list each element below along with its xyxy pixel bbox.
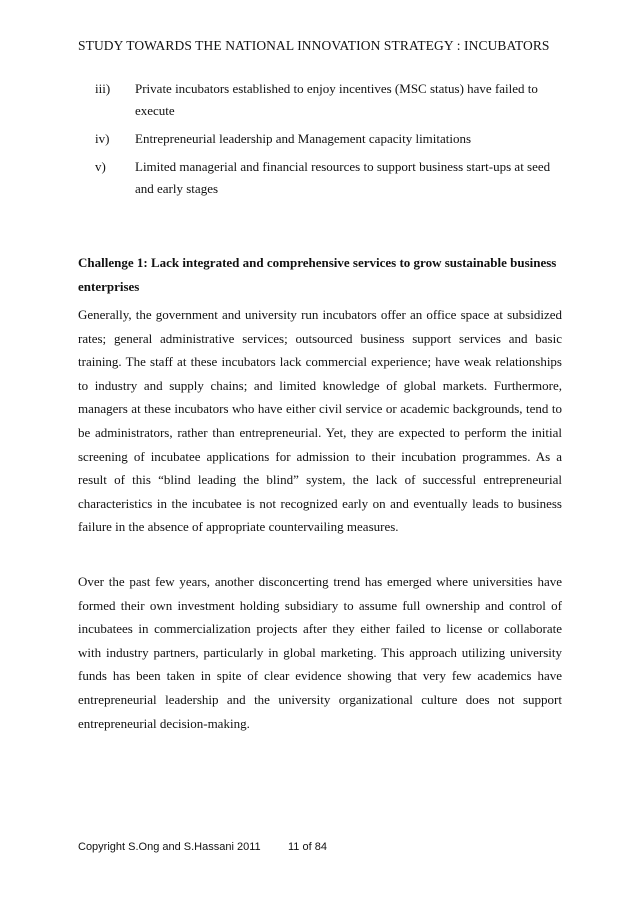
list-item — [95, 78, 565, 122]
body-paragraph: Over the past few years, another disconcerting trend has emerged where universities have formed their own investment holding subsidiary to assume full ownership and control of incubatees in commercialization projects after they either failed to license or collaborate with industry partners, particularly in global marketing. This approach utilizing university funds has been taken in spite of clear evidence showing that very few academics have entrepreneurial leadership and the university organizational culture does not support entrepreneurial decision-making. — [78, 574, 562, 731]
list-item-text: Private incubators established to enjoy incentives (MSC status) have failed to execute — [135, 81, 538, 118]
list-item — [95, 128, 565, 150]
list-item-text: Entrepreneurial leadership and Management capacity limitations — [135, 131, 472, 146]
challenge-heading: Challenge 1: Lack integrated and comprehensive services to grow sustainable business enterprises — [78, 255, 557, 294]
list-item-text: Limited managerial and financial resources to support business start-ups at seed and early stages — [135, 159, 551, 196]
list-item-number: iii) — [95, 81, 111, 96]
body-paragraph: Generally, the government and university run incubators offer an office space at subsidized rates; general administrative services; outsourced business support services and basic training. The staff at these incubators lack commercial experience; have weak relationships to industry and supply chains; and limited knowledge of global markets. Furthermore, managers at these incubators who have either civil service or academic backgrounds, tend to be administrators, rather than entrepreneurial. Yet, they are expected to perform the initial screening of incubatee applications for admission to their incubation programmes. As a result of this “blind leading the blind” system, the lack of successful entrepreneurial characteristics in the incubatee is not recognized early on and eventually leads to business failure in the absence of appropriate countervailing measures. — [78, 307, 562, 535]
list-item — [95, 156, 565, 200]
numbered-list — [95, 78, 565, 206]
list-item-number: iv) — [95, 131, 110, 146]
footer-page-number: 11 of 84 — [288, 841, 327, 853]
list-item-number: v) — [95, 159, 106, 174]
footer-copyright: Copyright S.Ong and S.Hassani 2011 — [78, 841, 261, 853]
running-header: STUDY TOWARDS THE NATIONAL INNOVATION STRATEGY : INCUBATORS — [78, 38, 550, 53]
